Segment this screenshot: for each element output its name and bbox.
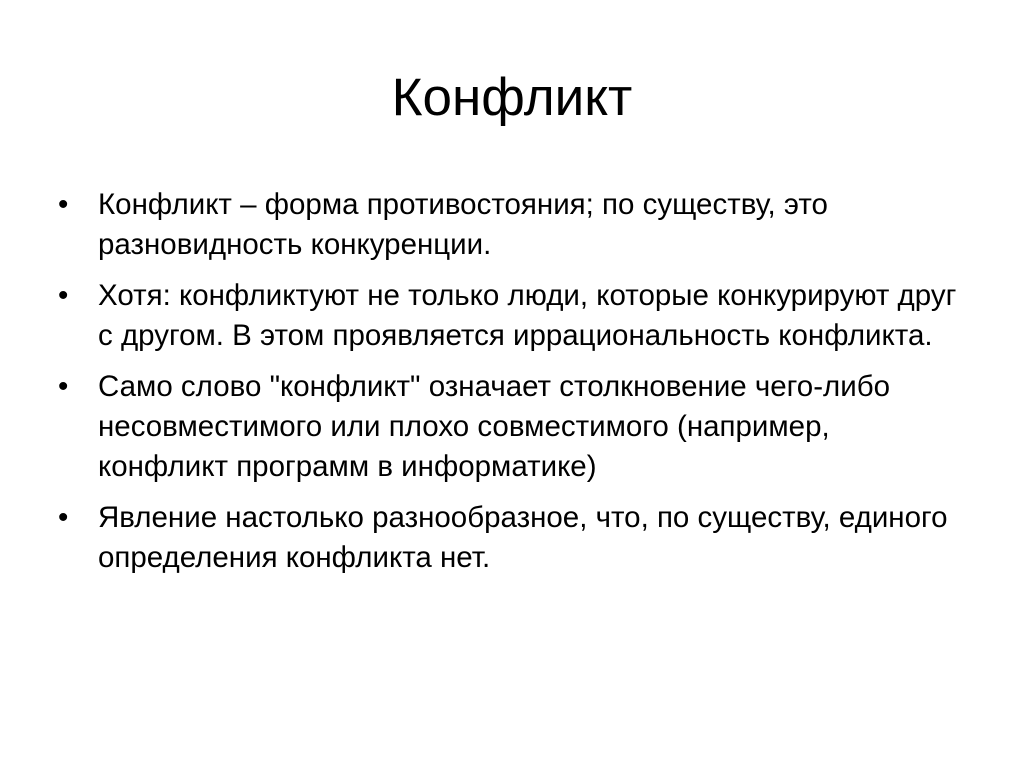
bullet-text: Само слово "конфликт" означает столкновение чего-либо несовместимого или плохо совместимого (например, конфликт программ в информатике)	[98, 370, 891, 483]
bullet-dot-icon: •	[58, 279, 69, 312]
bullet-text: Конфликт – форма противостояния; по существу, это разновидность конкуренции.	[98, 188, 828, 261]
bullet-list	[58, 185, 958, 589]
bullet-dot-icon: •	[58, 370, 69, 403]
bullet-text: Явление настолько разнообразное, что, по существу, единого определения конфликта нет.	[98, 501, 948, 574]
bullet-item	[58, 185, 958, 265]
bullet-dot-icon: •	[58, 188, 69, 221]
bullet-item	[58, 367, 958, 487]
bullet-text: Хотя: конфликтуют не только люди, которые конкурируют друг с другом. В этом проявляется иррациональность конфликта.	[98, 279, 957, 352]
bullet-item	[58, 276, 958, 356]
slide-title: Конфликт	[391, 68, 633, 127]
bullet-dot-icon: •	[58, 501, 69, 534]
bullet-item	[58, 498, 958, 578]
